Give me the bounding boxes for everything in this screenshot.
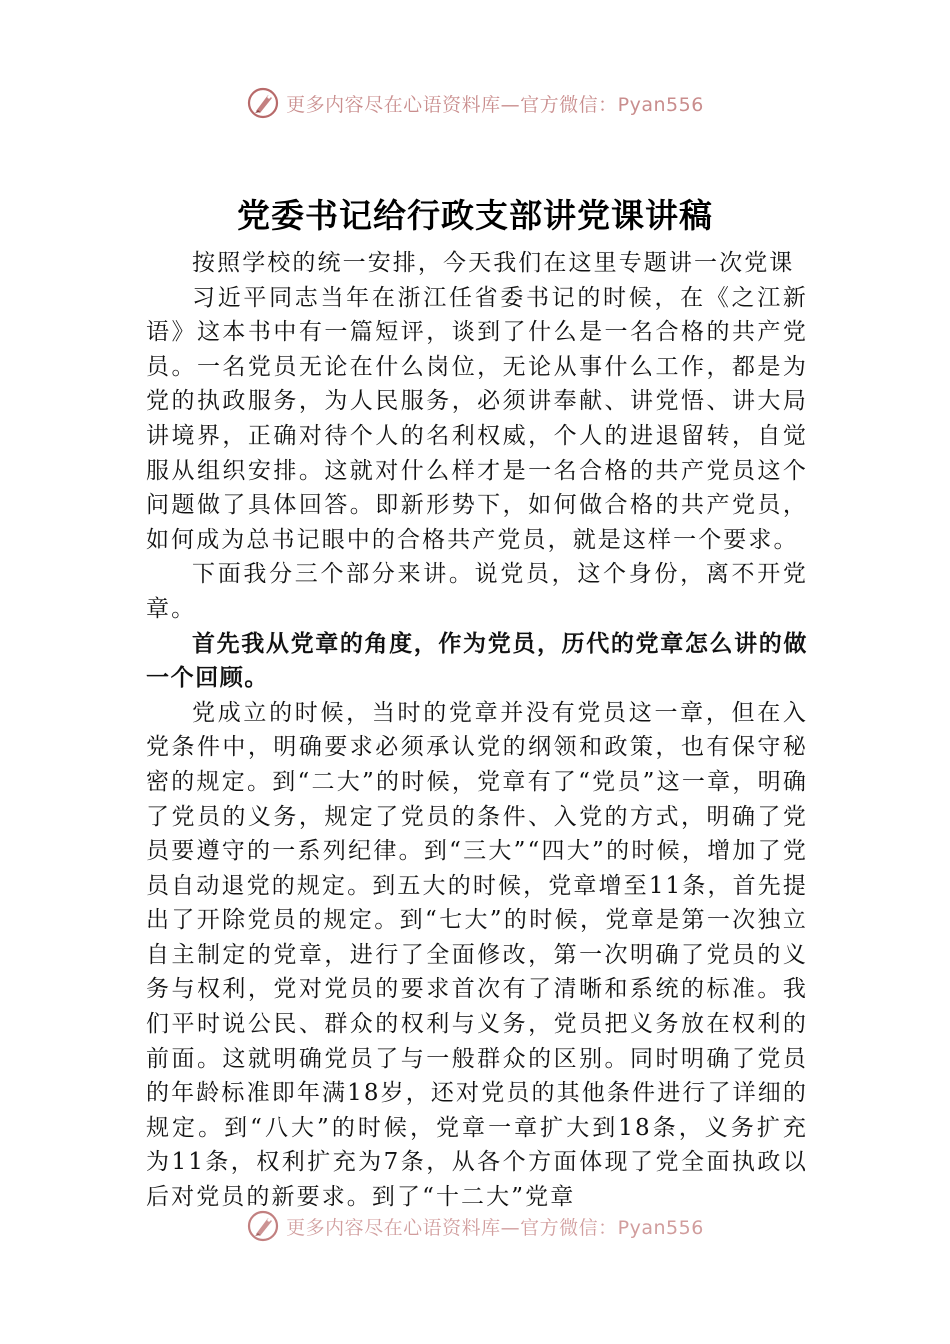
watermark-header: [0, 83, 950, 123]
paragraph: 下面我分三个部分来讲。说党员，这个身份，离不开党章。: [146, 561, 808, 622]
paragraph: 习近平同志当年在浙江任省委书记的时候，在《之江新语》这本书中有一篇短评，谈到了什么是一名合格的共产党员。一名党员无论在什么岗位，无论从事什么工作，都是为党的执政服务，为人民服务，必须讲奉献、讲党悟、讲大局讲境界，正确对待个人的名利权威，个人的进退留转，自觉服从组织安排。这就对什么样才是一名合格的共产党员这个问题做了具体回答。即新形势下，如何做合格的共产党员，如何成为总书记眼中的合格共产党员，就是这样一个要求。: [146, 284, 808, 553]
document-title: 党委书记给行政支部讲党课讲稿: [237, 196, 713, 235]
paragraph: 按照学校的统一安排，今天我们在这里专题讲一次党课: [192, 250, 795, 276]
watermark-text: 更多内容尽在心语资料库—官方微信：Pyan556: [286, 93, 704, 116]
watermark-text: 更多内容尽在心语资料库—官方微信：Pyan556: [286, 1216, 704, 1239]
document-body: [146, 246, 808, 1215]
paragraph: 党成立的时候，当时的党章并没有党员这一章，但在入党条件中，明确要求必须承认党的纲领和政策，也有保守秘密的规定。到“二大”的时候，党章有了“党员”这一章，明确了党员的义务，规定了党员的条件、入党的方式，明确了党员要遵守的一系列纪律。到“三大”“四大”的时候，增加了党员自动退党的规定。到五大的时候，党章增至11条，首先提出了开除党员的规定。到“七大”的时候，党章是第一次独立自主制定的党章，进行了全面修改，第一次明确了党员的义务与权利，党对党员的要求首次有了清晰和系统的标准。我们平时说公民、群众的权利与义务，党员把义务放在权利的前面。这就明确党员了与一般群众的区别。同时明确了党员的年龄标准即年满18岁，还对党员的其他条件进行了详细的规定。到“八大”的时候，党章一章扩大到18条，义务扩充为11条，权利扩充为7条，从各个方面体现了党全面执政以后对党员的新要求。到了“十二大”党章: [146, 699, 808, 1211]
bold-heading-paragraph: 首先我从党章的角度，作为党员，历代的党章怎么讲的做一个回顾。: [146, 629, 808, 692]
watermark-footer: [0, 1206, 950, 1246]
pen-nib-logo-icon: [246, 86, 280, 120]
pen-nib-logo-icon: [246, 1209, 280, 1243]
